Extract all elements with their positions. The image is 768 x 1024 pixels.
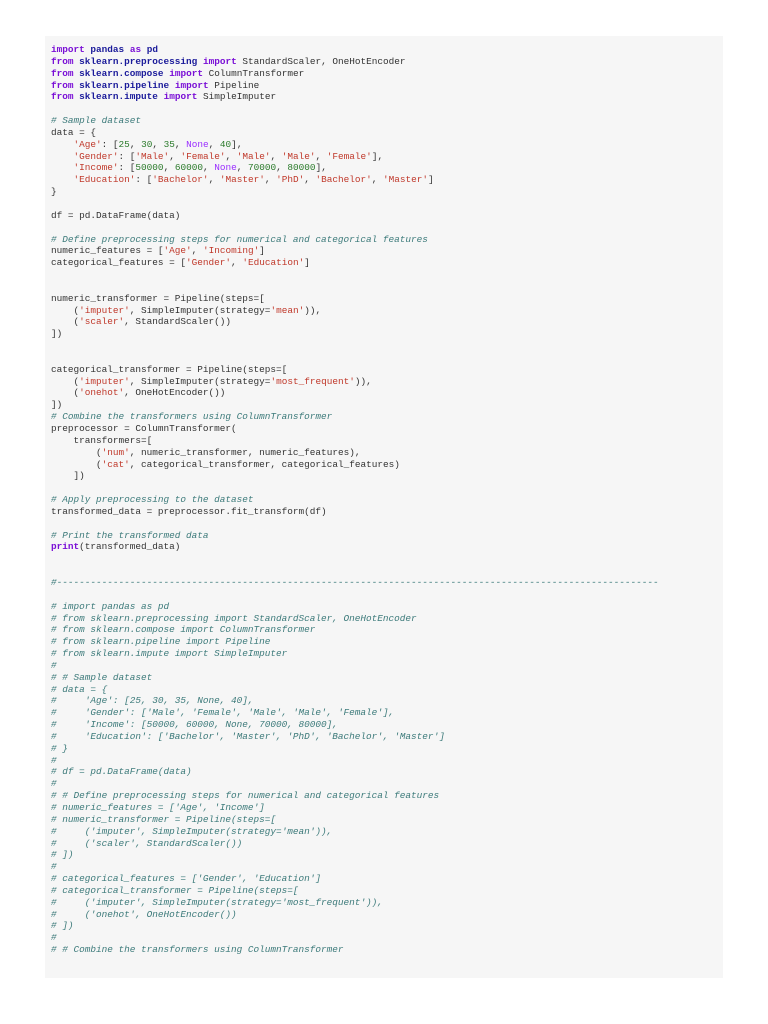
code-token: 'Female' [180, 150, 226, 162]
code-line [51, 743, 659, 755]
code-token: from [51, 79, 74, 91]
code-token: # ]) [51, 920, 74, 932]
code-line [51, 245, 659, 257]
code-token: 'Gender' [73, 150, 119, 162]
code-line [51, 494, 659, 506]
code-token: ], [371, 150, 384, 162]
code-token: , [174, 138, 187, 150]
code-token: # from sklearn.preprocessing import StandardScaler, OneHotEncoder [51, 612, 417, 624]
code-line [51, 601, 659, 613]
code-token: numeric_features = [ [51, 245, 164, 257]
code-token: numeric_transformer = Pipeline(steps=[ [51, 292, 265, 304]
code-token: # ]) [51, 849, 74, 861]
code-line [51, 447, 659, 459]
code-line [51, 305, 659, 317]
code-token: # # Combine the transformers using ColumnTransformer [51, 944, 344, 956]
code-line [51, 932, 659, 944]
code-line [51, 613, 659, 625]
code-token: , [129, 138, 142, 150]
code-line [51, 660, 659, 672]
code-token: preprocessor = ColumnTransformer( [51, 423, 237, 434]
code-token: # import pandas as pd [51, 600, 170, 612]
code-line [51, 80, 659, 92]
code-token: sklearn.pipeline [79, 79, 170, 91]
code-line [51, 151, 659, 163]
code-token: , [264, 174, 277, 186]
code-token: print [51, 541, 80, 553]
code-token: # 'Age': [25, 30, 35, None, 40], [51, 695, 254, 707]
code-token: 'Income' [73, 162, 119, 174]
code-token: ]) [51, 399, 63, 411]
code-token: ColumnTransformer [202, 67, 305, 79]
code-token [51, 174, 74, 185]
code-line [51, 814, 659, 826]
code-token: , [236, 162, 249, 174]
code-token: # numeric_features = ['Age', 'Income'] [51, 802, 265, 813]
code-token: None [186, 138, 209, 150]
code-token: as [129, 44, 142, 55]
code-token: 80000 [287, 162, 316, 174]
code-line [51, 838, 659, 850]
code-token: sklearn.preprocessing [79, 55, 198, 67]
code-line [51, 672, 659, 684]
code-line [51, 186, 659, 198]
code-token: ( [51, 387, 80, 399]
code-line [51, 861, 659, 873]
code-token [51, 151, 74, 162]
code-token: ( [51, 304, 80, 316]
code-token: : [ [101, 138, 119, 150]
code-line [51, 115, 659, 127]
code-token: ( [51, 446, 102, 458]
code-token: ( [51, 316, 80, 328]
code-token: , [208, 174, 220, 186]
code-token: from [51, 67, 74, 79]
code-token: StandardScaler, OneHotEncoder [236, 55, 406, 67]
code-token: ( [51, 375, 80, 387]
code-line [51, 944, 659, 956]
code-token: Pipeline [208, 79, 260, 91]
code-token: # 'Income': [50000, 60000, None, 70000, 80000], [51, 719, 338, 731]
code-line [51, 731, 659, 743]
code-token: import [202, 55, 237, 67]
code-token: } [51, 186, 57, 198]
code-token: pandas [90, 44, 125, 55]
code-token: None [214, 162, 237, 174]
code-token: ], [231, 138, 243, 150]
code-token: 'Female' [326, 150, 372, 162]
code-line [51, 222, 659, 234]
code-token: # ('imputer', SimpleImputer(strategy='mean')), [51, 825, 333, 837]
code-line [51, 506, 659, 518]
code-line [51, 541, 659, 553]
code-line [51, 387, 659, 399]
code-line [51, 624, 659, 636]
code-token: , [304, 174, 316, 186]
code-token: # numeric_transformer = Pipeline(steps=[ [51, 813, 277, 825]
code-token: categorical_features = [ [51, 257, 187, 269]
code-token: , [225, 150, 237, 162]
code-token: 35 [163, 138, 175, 150]
code-line [51, 281, 659, 293]
code-line [51, 684, 659, 696]
code-token: ] [304, 257, 310, 269]
code-line [51, 364, 659, 376]
code-token: , numeric_transformer, numeric_features), [129, 446, 361, 458]
code-token: , [208, 138, 220, 150]
code-token [51, 139, 74, 150]
code-token: 60000 [174, 162, 203, 174]
code-line [51, 103, 659, 115]
code-token: ]) [51, 328, 63, 340]
code-token: # Sample dataset [51, 115, 142, 127]
code-token: # Combine the transformers using ColumnTransformer [51, 411, 333, 423]
code-line [51, 470, 659, 482]
code-token: 'cat' [101, 458, 130, 470]
code-token: import [163, 91, 198, 103]
code-line [51, 376, 659, 388]
code-line [51, 826, 659, 838]
code-token: , [270, 150, 282, 162]
code-line [51, 44, 659, 56]
code-token: # Print the transformed data [51, 529, 209, 541]
code-token: : [ [118, 150, 136, 162]
code-line [51, 411, 659, 423]
code-token: transformed_data = preprocessor.fit_transform(df) [51, 505, 327, 517]
code-line [51, 909, 659, 921]
code-token: # categorical_features = ['Gender', 'Education'] [51, 873, 322, 885]
code-token: # from sklearn.impute import SimpleImputer [51, 648, 288, 660]
code-token: # from sklearn.compose import ColumnTransformer [51, 624, 316, 636]
code-token: ]) [51, 470, 85, 482]
code-token: # Define preprocessing steps for numerical and categorical features [51, 233, 428, 245]
code-line [51, 885, 659, 897]
code-token: df = pd.DataFrame(data) [51, 209, 181, 221]
code-token: # data = { [51, 683, 108, 695]
code-token: 'imputer' [79, 375, 130, 387]
code-token: , categorical_transformer, categorical_features) [129, 458, 400, 470]
code-token: # categorical_transformer = Pipeline(steps=[ [51, 884, 299, 896]
code-line [51, 257, 659, 269]
code-token: 'Education' [73, 174, 136, 186]
code-token: import [174, 79, 209, 91]
code-line [51, 790, 659, 802]
code-token: 'Age' [73, 138, 102, 150]
code-line [51, 293, 659, 305]
code-token: , SimpleImputer(strategy= [129, 375, 271, 387]
code-line [51, 719, 659, 731]
code-token: 'imputer' [79, 304, 130, 316]
code-token: 'onehot' [79, 387, 125, 399]
code-line [51, 435, 659, 447]
code-token: , [152, 138, 164, 150]
code-line [51, 210, 659, 222]
code-token: , [276, 162, 288, 174]
code-token: # [51, 659, 57, 671]
code-line [51, 636, 659, 648]
code-token: 'Education' [242, 257, 305, 269]
code-listing [51, 44, 659, 956]
code-token: # } [51, 742, 68, 754]
code-token: # 'Education': ['Bachelor', 'Master', 'PhD', 'Bachelor', 'Master'] [51, 730, 445, 742]
code-token: , [371, 174, 384, 186]
code-line [51, 68, 659, 80]
code-token: 'scaler' [79, 316, 125, 328]
code-token: 70000 [248, 162, 277, 174]
code-token: # [51, 861, 57, 873]
code-token: #----------------------------------------------------------------------------------------------------------- [51, 576, 659, 588]
code-line [51, 873, 659, 885]
code-token: sklearn.compose [79, 67, 164, 79]
code-token: 'Master' [383, 174, 429, 186]
code-line [51, 707, 659, 719]
code-token: # ('scaler', StandardScaler()) [51, 837, 243, 849]
code-token: import [51, 44, 85, 55]
code-token: , [315, 150, 327, 162]
code-line [51, 755, 659, 767]
code-token: 'Male' [135, 150, 170, 162]
code-token: 'Gender' [186, 257, 232, 269]
code-token: : [ [135, 174, 153, 186]
code-token: 'Bachelor' [152, 174, 209, 186]
code-token: 'Incoming' [202, 245, 260, 257]
code-token [51, 162, 74, 173]
code-token: , [231, 257, 243, 269]
code-token: ( [51, 458, 102, 470]
code-line [51, 352, 659, 364]
code-token: sklearn.impute [79, 91, 158, 103]
code-token: 'PhD' [276, 174, 305, 186]
code-line [51, 482, 659, 494]
code-token: 'Bachelor' [315, 174, 372, 186]
code-line [51, 849, 659, 861]
code-line [51, 399, 659, 411]
code-token: 'Male' [281, 150, 316, 162]
code-token: 25 [118, 138, 130, 150]
code-line [51, 530, 659, 542]
code-line [51, 139, 659, 151]
code-line [51, 897, 659, 909]
code-token: : [ [118, 162, 136, 174]
code-line [51, 802, 659, 814]
code-token: , StandardScaler()) [124, 316, 232, 328]
code-token: # ('onehot', OneHotEncoder()) [51, 908, 237, 920]
code-token: 'Master' [219, 174, 265, 186]
code-token: # ('imputer', SimpleImputer(strategy='most_frequent')), [51, 896, 383, 908]
code-line [51, 459, 659, 471]
code-line [51, 766, 659, 778]
code-line [51, 316, 659, 328]
code-block [45, 36, 723, 978]
code-token: , OneHotEncoder()) [124, 387, 226, 399]
code-token: ] [259, 245, 265, 257]
code-token: # df = pd.DataFrame(data) [51, 766, 192, 778]
code-token: 'num' [101, 446, 130, 458]
code-token: # from sklearn.pipeline import Pipeline [51, 636, 271, 648]
code-line [51, 91, 659, 103]
code-line [51, 518, 659, 530]
code-token: , [163, 162, 175, 174]
code-token: 50000 [135, 162, 164, 174]
code-token: ] [428, 174, 434, 186]
code-line [51, 648, 659, 660]
code-token: , [202, 162, 215, 174]
code-line [51, 589, 659, 601]
code-token: transformers=[ [51, 434, 153, 446]
code-token: # # Sample dataset [51, 671, 153, 683]
code-token: , SimpleImputer(strategy= [129, 304, 271, 316]
code-token: categorical_transformer = Pipeline(steps=[ [51, 363, 288, 375]
code-token: from [51, 91, 74, 103]
code-token: import [169, 67, 203, 79]
code-token: from [51, 55, 74, 67]
code-token: , [169, 150, 181, 162]
code-line [51, 778, 659, 790]
code-token: # # Define preprocessing steps for numerical and categorical features [51, 790, 440, 802]
code-token: 40 [219, 138, 232, 150]
code-line [51, 577, 659, 589]
code-token: )), [304, 304, 322, 316]
code-token: 'Age' [163, 245, 192, 257]
code-line [51, 234, 659, 246]
code-line [51, 920, 659, 932]
code-token: 'Male' [236, 150, 271, 162]
code-token: )), [354, 375, 372, 387]
code-line [51, 695, 659, 707]
code-token: (transformed_data) [79, 541, 181, 553]
code-token: 'most_frequent' [270, 375, 355, 387]
code-token: ], [315, 162, 327, 174]
code-line [51, 269, 659, 281]
code-token: SimpleImputer [197, 91, 277, 103]
code-line [51, 174, 659, 186]
code-token: 30 [141, 138, 153, 150]
code-token: # 'Gender': ['Male', 'Female', 'Male', 'Male', 'Female'], [51, 707, 395, 719]
code-line [51, 127, 659, 139]
code-line [51, 56, 659, 68]
code-token: # Apply preprocessing to the dataset [51, 494, 254, 506]
code-line [51, 565, 659, 577]
code-line [51, 328, 659, 340]
code-token: # [51, 932, 57, 944]
code-line [51, 162, 659, 174]
code-line [51, 198, 659, 210]
code-line [51, 553, 659, 565]
code-token: # [51, 778, 57, 790]
code-token: 'mean' [270, 304, 305, 316]
code-line [51, 340, 659, 352]
code-token: pd [146, 44, 158, 55]
code-token: data = { [51, 126, 97, 138]
code-token: , [191, 245, 203, 257]
code-token: # [51, 754, 57, 766]
code-line [51, 423, 659, 435]
